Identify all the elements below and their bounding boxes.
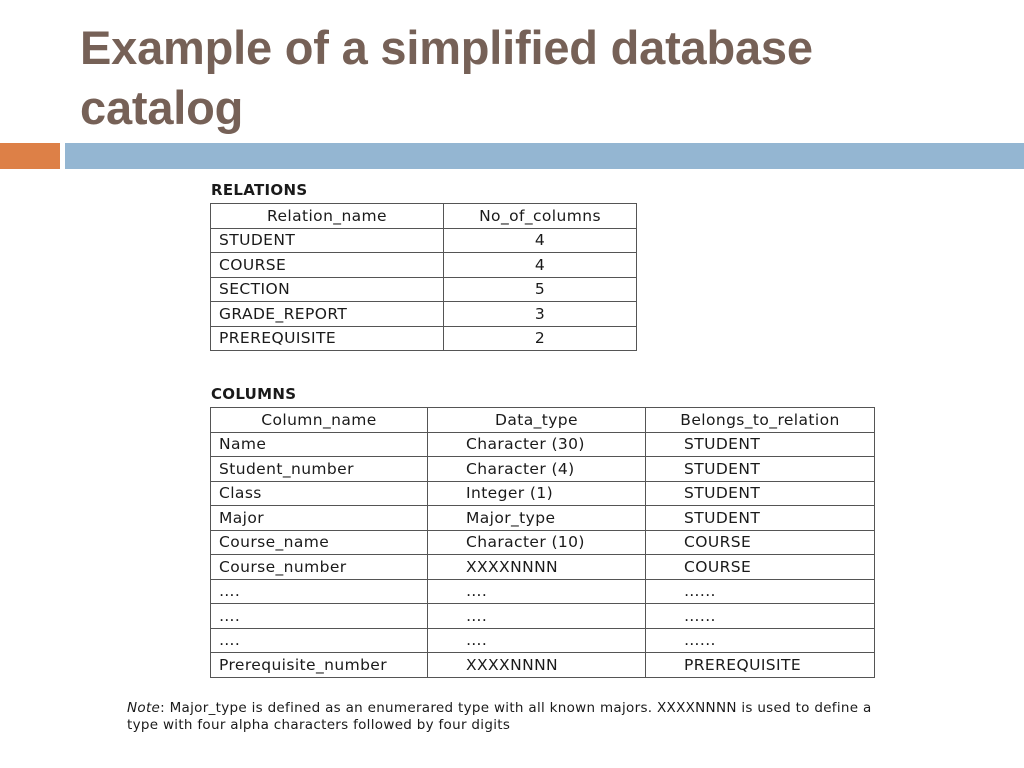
relations-label: RELATIONS [211,181,308,199]
data-type-cell: …. [428,579,646,604]
column-header: Belongs_to_relation [646,408,875,433]
data-type-cell: …. [428,604,646,629]
column-name-cell: Student_number [211,457,428,482]
column-name-cell: …. [211,604,428,629]
column-name-cell: Course_name [211,530,428,555]
relation-cell: COURSE [646,530,875,555]
column-name-cell: …. [211,579,428,604]
relation-cell: STUDENT [646,457,875,482]
column-name-cell: Major [211,506,428,531]
accent-bar-blue [65,143,1024,169]
relation-cell: COURSE [646,555,875,580]
column-name-cell: Prerequisite_number [211,653,428,678]
table-row [211,481,875,506]
data-type-cell: Integer (1) [428,481,646,506]
relation-cell: …... [646,604,875,629]
accent-bar-orange [0,143,60,169]
table-row [211,432,875,457]
table-row [211,228,637,253]
data-type-cell: XXXXNNNN [428,653,646,678]
column-header: Relation_name [211,204,444,229]
table-header-row [211,204,637,229]
table-row [211,457,875,482]
table-row [211,302,637,327]
slide-title: Example of a simplified database catalog [80,21,813,134]
column-count-cell: 4 [444,228,637,253]
relation-cell: …... [646,628,875,653]
relation-cell: PREREQUISITE [646,653,875,678]
table-row [211,628,875,653]
columns-label: COLUMNS [211,385,297,403]
table-row [211,604,875,629]
table-row [211,653,875,678]
table-row [211,506,875,531]
data-type-cell: Major_type [428,506,646,531]
table-row [211,326,637,351]
column-name-cell: Course_number [211,555,428,580]
column-name-cell: Class [211,481,428,506]
columns-table [210,407,875,678]
relation-name-cell: STUDENT [211,228,444,253]
table-row [211,277,637,302]
table-row [211,555,875,580]
data-type-cell: Character (10) [428,530,646,555]
data-type-cell: XXXXNNNN [428,555,646,580]
data-type-cell: …. [428,628,646,653]
relation-name-cell: PREREQUISITE [211,326,444,351]
column-count-cell: 4 [444,253,637,278]
table-row [211,253,637,278]
relation-cell: STUDENT [646,506,875,531]
column-count-cell: 2 [444,326,637,351]
relations-table [210,203,637,351]
table-row [211,530,875,555]
table-row [211,579,875,604]
column-count-cell: 3 [444,302,637,327]
column-header: No_of_columns [444,204,637,229]
data-type-cell: Character (30) [428,432,646,457]
column-count-cell: 5 [444,277,637,302]
note-label: Note [127,700,161,716]
note-text: : Major_type is defined as an enumerared type with all known majors. XXXXNNNN is used to define a type with four alpha characters followed by four digits [127,700,872,733]
footnote [127,700,887,734]
table-header-row [211,408,875,433]
relation-name-cell: GRADE_REPORT [211,302,444,327]
column-name-cell: Name [211,432,428,457]
column-header: Data_type [428,408,646,433]
relation-name-cell: COURSE [211,253,444,278]
column-name-cell: …. [211,628,428,653]
relation-cell: …... [646,579,875,604]
column-header: Column_name [211,408,428,433]
relation-name-cell: SECTION [211,277,444,302]
data-type-cell: Character (4) [428,457,646,482]
relation-cell: STUDENT [646,481,875,506]
relation-cell: STUDENT [646,432,875,457]
